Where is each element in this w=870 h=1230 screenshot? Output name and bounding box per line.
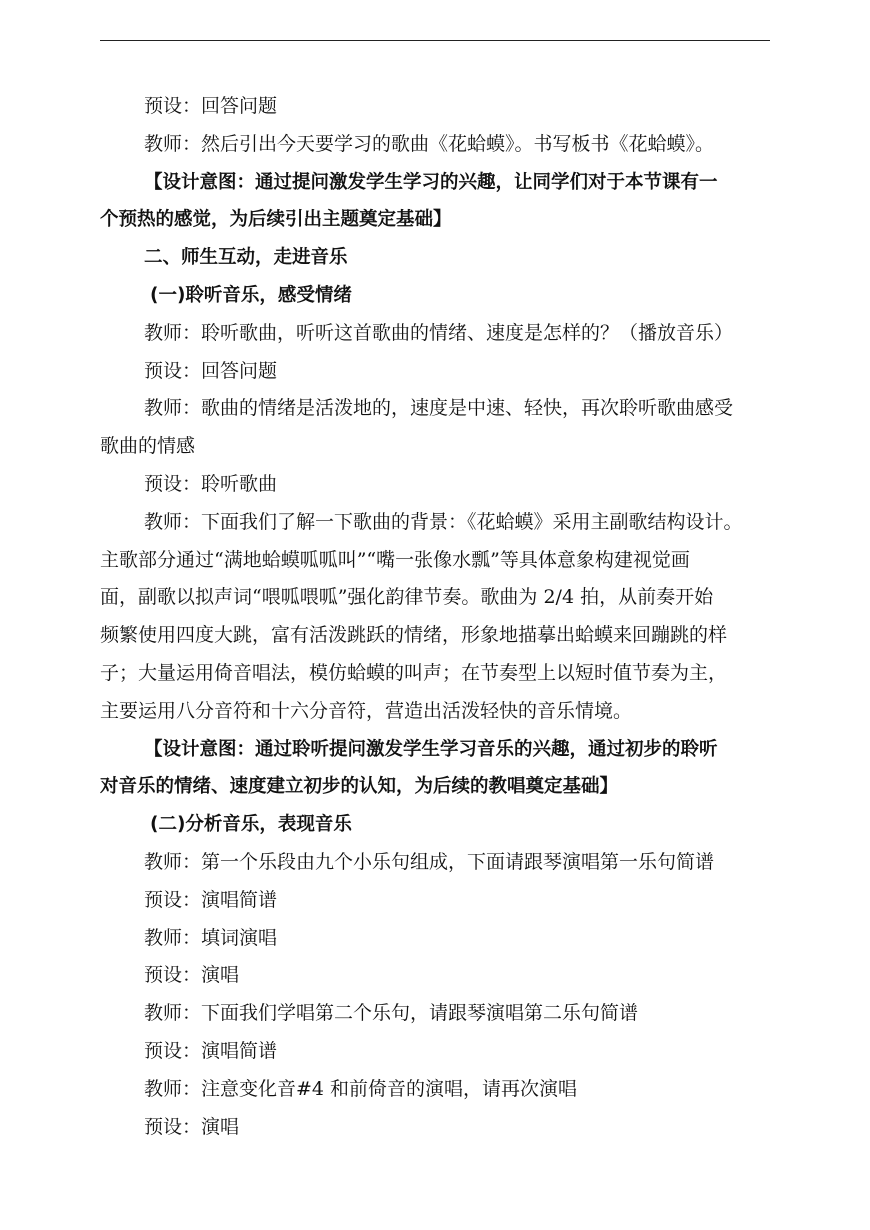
paragraph-line: 教师：歌曲的情绪是活泼地的，速度是中速、轻快，再次聆听歌曲感受 [144,397,734,420]
paragraph-line: 教师：聆听歌曲，听听这首歌曲的情绪、速度是怎样的？（播放音乐） [144,321,734,344]
document-body [100,88,770,1146]
paragraph-line: 教师：下面我们了解一下歌曲的背景：《花蛤蟆》采用主副歌结构设计。 [144,510,743,533]
paragraph-line: 频繁使用四度大跳，富有活泼跳跃的情绪，形象地描摹出蛤蟆来回蹦跳的样 [100,624,728,647]
paragraph-line: 预设：演唱 [144,964,240,987]
subsection-heading: (二)分析音乐，表现音乐 [150,814,352,836]
paragraph-line: 主歌部分通过“满地蛤蟆呱呱叫”“嘴一张像水瓢”等具体意象构建视觉画 [100,548,690,571]
design-intent-line: 个预热的感觉，为后续引出主题奠定基础】 [100,209,452,231]
paragraph-line: 预设：回答问题 [144,95,278,117]
paragraph-line: 面，副歌以拟声词“喂呱喂呱”强化韵律节奏。歌曲为 2/4 拍，从前奏开始 [100,586,714,609]
design-intent-line: 【设计意图：通过提问激发学生学习的兴趣，让同学们对于本节课有一 [144,171,718,193]
paragraph-line: 预设：回答问题 [144,359,278,382]
section-heading: 二、师生互动，走进音乐 [144,247,348,269]
design-intent-line: 【设计意图：通过聆听提问激发学生学习音乐的兴趣，通过初步的聆听 [144,738,718,760]
paragraph-line: 子；大量运用倚音唱法，模仿蛤蟆的叫声；在节奏型上以短时值节奏为主， [100,661,728,684]
paragraph-line: 预设：演唱简谱 [144,888,278,911]
paragraph-line: 预设：演唱简谱 [144,1039,278,1062]
paragraph-line: 预设：演唱 [144,1115,240,1138]
header-rule [100,40,770,41]
paragraph-line: 主要运用八分音符和十六分音符，营造出活泼轻快的音乐情境。 [100,699,633,722]
subsection-heading: (一)聆听音乐，感受情绪 [150,284,352,306]
paragraph-line: 教师：下面我们学唱第二个乐句，请跟琴演唱第二乐句简谱 [144,1002,639,1025]
paragraph-line: 预设：聆听歌曲 [144,472,278,495]
paragraph-line: 教师：然后引出今天要学习的歌曲《花蛤蟆》。书写板书《花蛤蟆》。 [144,132,715,155]
paragraph-line: 教师：第一个乐段由九个小乐句组成，下面请跟琴演唱第一乐句简谱 [144,850,715,873]
paragraph-line: 教师：填词演唱 [144,926,278,949]
paragraph-line: 教师：注意变化音#4 和前倚音的演唱，请再次演唱 [144,1077,578,1100]
paragraph-line: 歌曲的情感 [100,435,196,458]
design-intent-line: 对音乐的情绪、速度建立初步的认知，为后续的教唱奠定基础】 [100,776,619,798]
